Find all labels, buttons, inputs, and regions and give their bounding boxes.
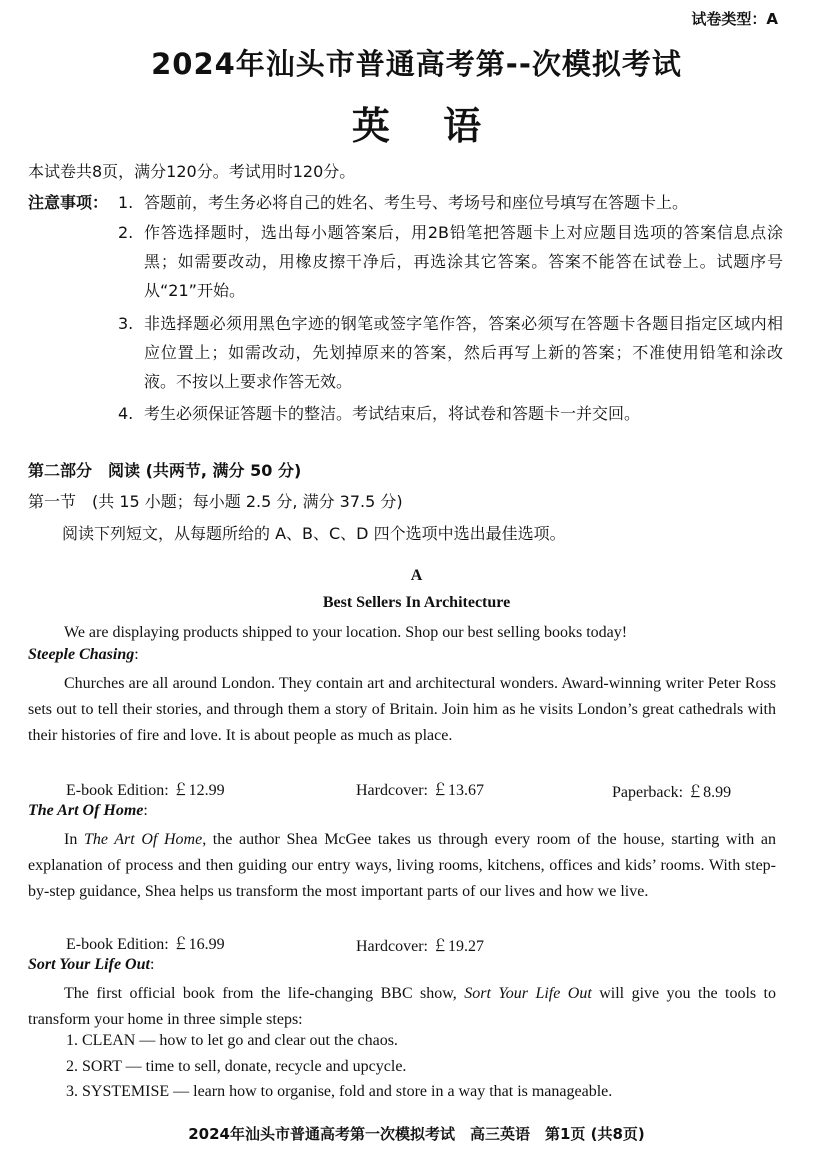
book-title-colon: : bbox=[143, 802, 148, 819]
book-title: The Art Of Home bbox=[28, 802, 144, 819]
desc-text: In bbox=[64, 831, 84, 848]
note-item bbox=[118, 218, 783, 305]
desc-text: will give you the tools to transform your home in three simple steps: bbox=[28, 985, 777, 1028]
paper-type-label: 试卷类型：A bbox=[691, 10, 778, 28]
step-item: 1. CLEAN — how to let go and clear out the chaos. bbox=[66, 1032, 398, 1049]
book-title-line bbox=[28, 802, 148, 820]
page-footer: 2024年汕头市普通高考第一次模拟考试 高三英语 第1页 (共8页) bbox=[188, 1125, 645, 1143]
note-text: 非选择题必须用黑色字迹的钢笔或签字笔作答，答案必须写在答题卡各题目指定区域内相应位置上；如需改动，先划掉原来的答案，然后再写上新的答案；不准使用铅笔和涂改液。不按以上要求作答无效。 bbox=[144, 314, 783, 391]
passage-title: Best Sellers In Architecture bbox=[322, 594, 511, 611]
note-text: 答题前，考生务必将自己的姓名、考生号、考场号和座位号填写在答题卡上。 bbox=[144, 193, 689, 212]
note-item bbox=[118, 188, 783, 217]
passage-intro: We are displaying products shipped to your location. Shop our best selling books today! bbox=[64, 624, 628, 641]
note-text: 考生必须保证答题卡的整洁。考试结束后，将试卷和答题卡一并交回。 bbox=[144, 404, 641, 423]
step-item: 3. SYSTEMISE — learn how to organise, fold and store in a way that is manageable. bbox=[66, 1083, 613, 1100]
note-number: 3. bbox=[118, 314, 134, 333]
step-item: 2. SORT — time to sell, donate, recycle and upcycle. bbox=[66, 1058, 407, 1075]
book-title-colon: : bbox=[134, 646, 139, 663]
note-item bbox=[118, 309, 783, 396]
price-hardcover: Hardcover: ￡19.27 bbox=[356, 938, 484, 955]
desc-italic-title: Sort Your Life Out bbox=[464, 985, 592, 1002]
note-number: 1. bbox=[118, 193, 134, 212]
desc-italic-title: The Art Of Home bbox=[83, 831, 203, 848]
price-ebook: E-book Edition: ￡16.99 bbox=[66, 936, 225, 953]
section1-title: 第一节 (共 15 小题；每小题 2.5 分, 满分 37.5 分) bbox=[28, 492, 403, 511]
exam-info-line: 本试卷共8页，满分120分。考试用时120分。 bbox=[28, 162, 356, 181]
book-title-line bbox=[28, 646, 139, 664]
book-description bbox=[28, 827, 776, 905]
book-title: Steeple Chasing bbox=[28, 646, 135, 663]
note-item bbox=[118, 399, 783, 428]
book-title-colon: : bbox=[149, 956, 155, 973]
note-number: 4. bbox=[118, 404, 134, 423]
exam-title: 2024年汕头市普通高考第--次模拟考试 bbox=[151, 47, 682, 81]
price-paperback: Paperback: ￡8.99 bbox=[612, 784, 732, 801]
desc-text: The first official book from the life-changing BBC show, bbox=[64, 985, 465, 1002]
passage-letter: A bbox=[410, 567, 423, 584]
note-text: 作答选择题时，选出每小题答案后，用2B铅笔把答题卡上对应题目选项的答案信息点涂黑；如需要改动，用橡皮擦干净后，再选涂其它答案。答案不能答在试卷上。试题序号从“21”开始。 bbox=[144, 223, 783, 300]
book-title-line bbox=[28, 956, 154, 974]
book-description bbox=[28, 981, 776, 1033]
price-ebook: E-book Edition: ￡12.99 bbox=[66, 782, 225, 799]
desc-text: , the author Shea McGee takes us through every room of the house, starting with an explanation of process and then guiding our entry ways, living rooms, kitchens, offices and kids’ rooms. With step-by-step guidance, Shea helps us transform the most important parts of our lives and how we live. bbox=[28, 831, 777, 900]
book-description: Churches are all around London. They contain art and architectural wonders. Award-winning writer Peter Ross sets out to tell their stories, and through them a story of Britain. Join him as he visits London’s great cathedrals with their histories of fire and love. It is about people as much as place. bbox=[28, 675, 776, 744]
price-hardcover: Hardcover: ￡13.67 bbox=[356, 782, 484, 799]
book-title: Sort Your Life Out bbox=[28, 956, 150, 973]
notes-label: 注意事项： bbox=[28, 193, 109, 212]
subject-title: 英 语 bbox=[351, 104, 502, 148]
part2-title: 第二部分 阅读 (共两节, 满分 50 分) bbox=[28, 461, 302, 480]
reading-instruction: 阅读下列短文，从每题所给的 A、B、C、D 四个选项中选出最佳选项。 bbox=[62, 524, 566, 543]
note-number: 2. bbox=[118, 223, 134, 242]
